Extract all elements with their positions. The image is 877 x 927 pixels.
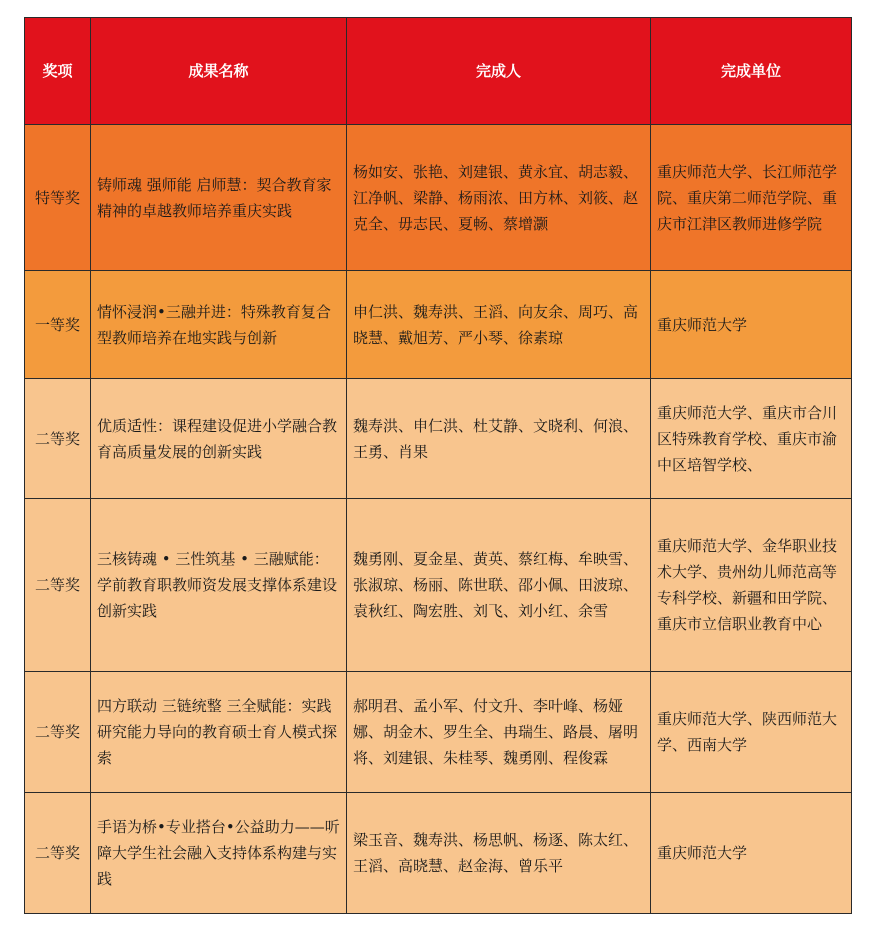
table-row (25, 379, 852, 499)
members: 郝明君、孟小军、付文升、李叶峰、杨娅娜、胡金木、罗生全、冉瑞生、路晨、屠明将、刘建银、朱桂琴、魏勇刚、程俊霖 (347, 672, 651, 793)
header-members: 完成人 (347, 18, 651, 125)
award-level: 二等奖 (25, 672, 91, 793)
header-award: 奖项 (25, 18, 91, 125)
header-units: 完成单位 (651, 18, 852, 125)
awards-table (24, 17, 852, 914)
award-level: 一等奖 (25, 271, 91, 379)
achievement-title: 优质适性：课程建设促进小学融合教育高质量发展的创新实践 (91, 379, 347, 499)
table-row (25, 271, 852, 379)
units: 重庆师范大学、重庆市合川区特殊教育学校、重庆市渝中区培智学校、 (651, 379, 852, 499)
achievement-title: 情怀浸润•三融并进：特殊教育复合型教师培养在地实践与创新 (91, 271, 347, 379)
members: 魏勇刚、夏金星、黄英、蔡红梅、牟映雪、张淑琼、杨丽、陈世联、邵小佩、田波琼、袁秋红、陶宏胜、刘飞、刘小红、余雪 (347, 499, 651, 672)
members: 申仁洪、魏寿洪、王滔、向友余、周巧、高晓慧、戴旭芳、严小琴、徐素琼 (347, 271, 651, 379)
units: 重庆师范大学、金华职业技术大学、贵州幼儿师范高等专科学校、新疆和田学院、重庆市立信职业教育中心 (651, 499, 852, 672)
achievement-title: 手语为桥•专业搭台•公益助力——听障大学生社会融入支持体系构建与实践 (91, 793, 347, 914)
achievement-title: 四方联动 三链统整 三全赋能：实践研究能力导向的教育硕士育人模式探索 (91, 672, 347, 793)
units: 重庆师范大学 (651, 793, 852, 914)
award-level: 二等奖 (25, 793, 91, 914)
units: 重庆师范大学 (651, 271, 852, 379)
units: 重庆师范大学、长江师范学院、重庆第二师范学院、重庆市江津区教师进修学院 (651, 125, 852, 271)
table-row (25, 672, 852, 793)
award-level: 特等奖 (25, 125, 91, 271)
members: 杨如安、张艳、刘建银、黄永宜、胡志毅、江净帆、梁静、杨雨浓、田方林、刘筱、赵克全、毋志民、夏畅、蔡增灏 (347, 125, 651, 271)
table-row (25, 499, 852, 672)
achievement-title: 三核铸魂 • 三性筑基 • 三融赋能：学前教育职教师资发展支撑体系建设创新实践 (91, 499, 347, 672)
achievement-title: 铸师魂 强师能 启师慧：契合教育家精神的卓越教师培养重庆实践 (91, 125, 347, 271)
members: 梁玉音、魏寿洪、杨思帆、杨逐、陈太红、王滔、高晓慧、赵金海、曾乐平 (347, 793, 651, 914)
members: 魏寿洪、申仁洪、杜艾静、文晓利、何浪、王勇、肖果 (347, 379, 651, 499)
award-level: 二等奖 (25, 379, 91, 499)
table-row (25, 793, 852, 914)
header-title: 成果名称 (91, 18, 347, 125)
table-row (25, 125, 852, 271)
award-level: 二等奖 (25, 499, 91, 672)
units: 重庆师范大学、陕西师范大学、西南大学 (651, 672, 852, 793)
header-row (25, 18, 852, 125)
